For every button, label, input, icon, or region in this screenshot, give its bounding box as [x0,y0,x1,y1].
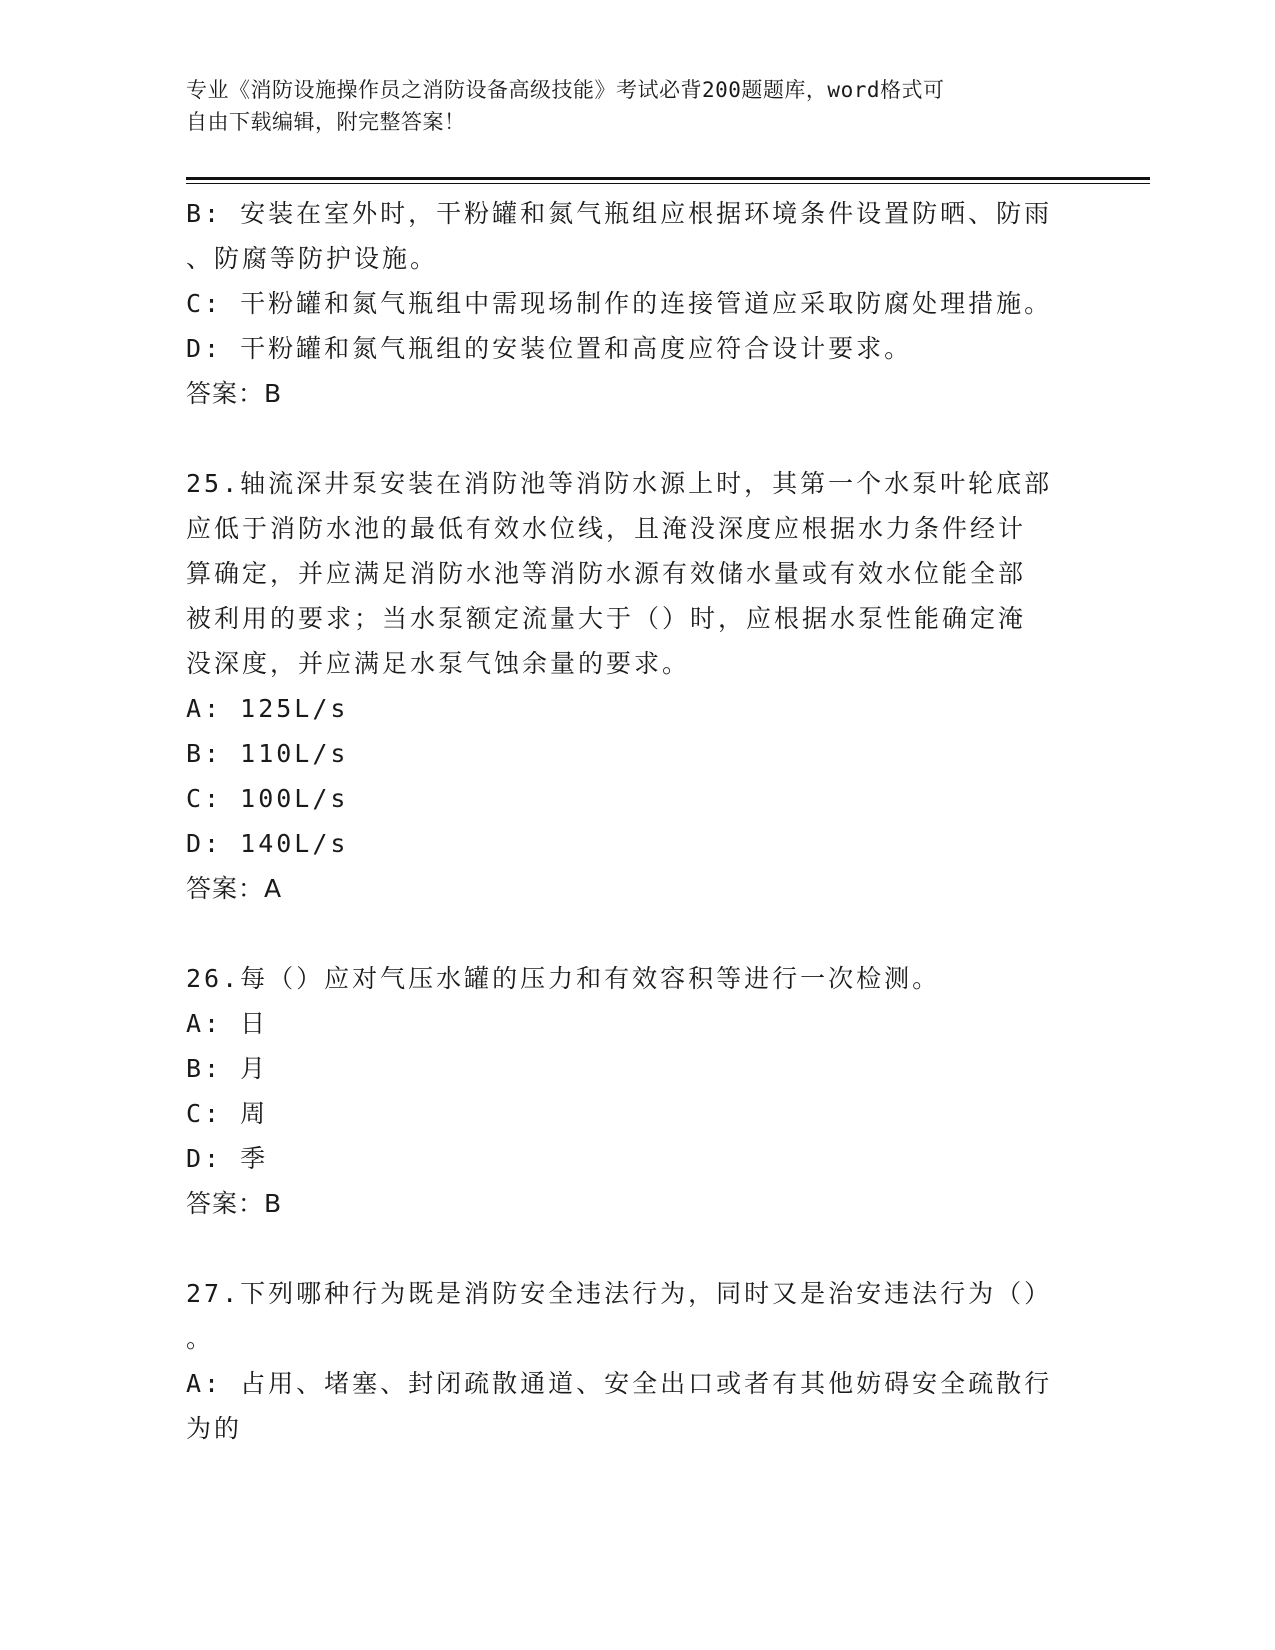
question-gap [186,911,1086,956]
question-gap [186,1226,1086,1271]
q25-question-line-5: 没深度，并应满足水泵气蚀余量的要求。 [186,649,691,678]
q26-option-b: B: 月 [186,1054,269,1083]
q26-option-d: D: 季 [186,1144,269,1173]
q25-option-a: A: 125L/s [186,694,349,723]
q25-option-d: D: 140L/s [186,829,349,858]
q24-option-b-line-2: 、防腐等防护设施。 [186,244,439,273]
q25-answer: 答案：A [186,874,283,903]
q25-question-line-1: 25.轴流深井泵安装在消防池等消防水源上时，其第一个水泵叶轮底部 [186,469,1053,498]
q27-question-line-2: 。 [186,1324,215,1353]
q24-answer: 答案：B [186,379,283,408]
q26-question: 26.每（）应对气压水罐的压力和有效容积等进行一次检测。 [186,964,941,993]
q24-option-b-line-1: B: 安装在室外时，干粉罐和氮气瓶组应根据环境条件设置防晒、防雨 [186,199,1053,228]
q27-option-a-line-2: 为的 [186,1414,243,1443]
q24-option-d: D: 干粉罐和氮气瓶组的安装位置和高度应符合设计要求。 [186,334,913,363]
q25-option-b: B: 110L/s [186,739,349,768]
q26-option-a: A: 日 [186,1009,269,1038]
question-content [186,191,1086,1451]
q25-option-c: C: 100L/s [186,784,349,813]
q27-question-line-1: 27.下列哪种行为既是消防安全违法行为，同时又是治安违法行为（） [186,1279,1053,1308]
q27-option-a-line-1: A: 占用、堵塞、封闭疏散通道、安全出口或者有其他妨碍安全疏散行 [186,1369,1053,1398]
q25-question-line-3: 算确定，并应满足消防水池等消防水源有效储水量或有效水位能全部 [186,559,1027,588]
q26-answer: 答案：B [186,1189,283,1218]
header-divider [186,177,1150,184]
q25-question-line-2: 应低于消防水池的最低有效水位线，且淹没深度应根据水力条件经计 [186,514,1027,543]
q26-option-c: C: 周 [186,1099,269,1128]
q24-option-c: C: 干粉罐和氮气瓶组中需现场制作的连接管道应采取防腐处理措施。 [186,289,1053,318]
q25-question-line-4: 被利用的要求；当水泵额定流量大于（）时，应根据水泵性能确定淹 [186,604,1027,633]
header-line-2: 自由下载编辑，附完整答案！ [186,110,466,134]
header-line-1: 专业《消防设施操作员之消防设备高级技能》考试必背200题题库，word格式可 [186,78,945,102]
question-gap [186,416,1086,461]
page-header [186,74,1086,138]
